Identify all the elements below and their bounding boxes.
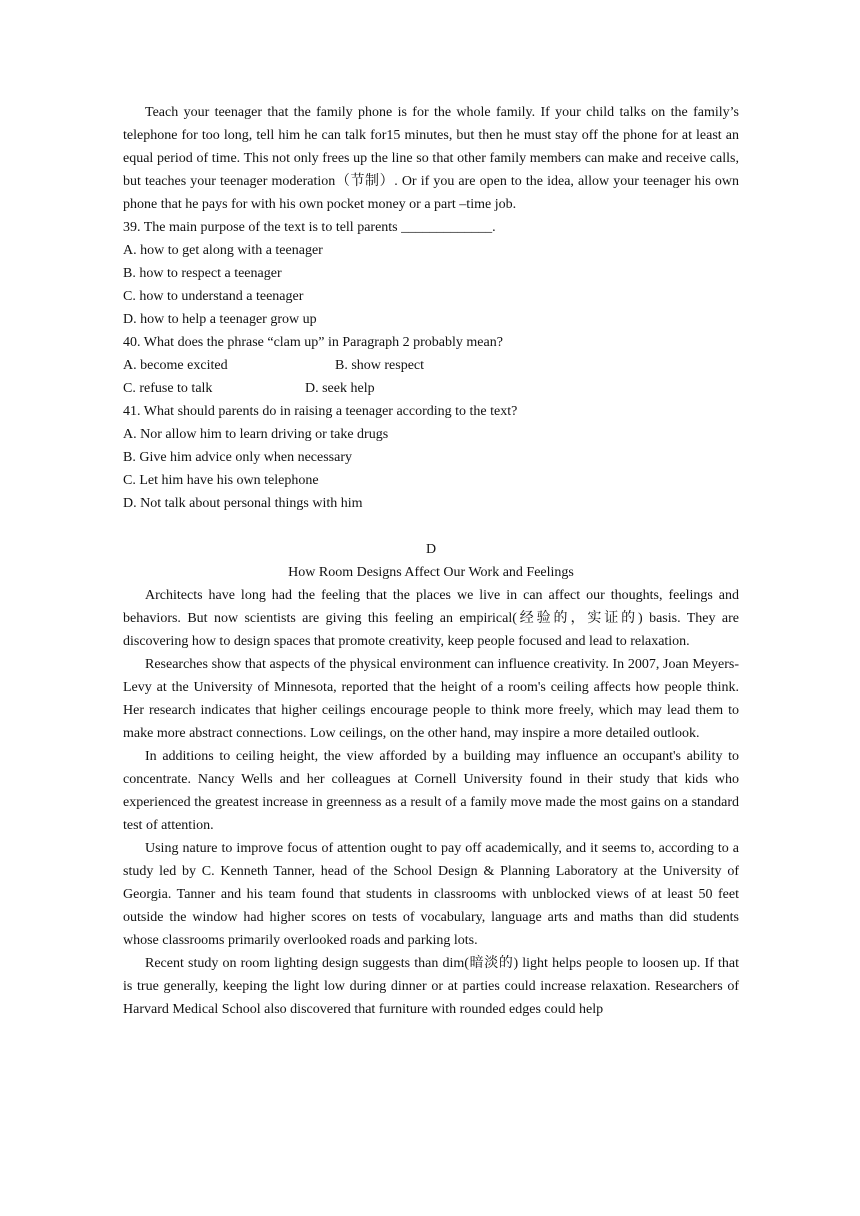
question-40-stem: 40. What does the phrase “clam up” in Paragraph 2 probably mean? xyxy=(123,335,503,350)
question-41-option-d: D. Not talk about personal things with him xyxy=(123,496,363,511)
question-41-option-b: B. Give him advice only when necessary xyxy=(123,450,352,465)
question-41-stem: 41. What should parents do in raising a teenager according to the text? xyxy=(123,404,518,419)
question-39-option-d: D. how to help a teenager grow up xyxy=(123,312,317,327)
passage-paragraph-3: In additions to ceiling height, the view afforded by a building may influence an occupant's ability to concentrate. Nancy Wells and her colleagues at Cornell University found in their study that kids who experienced the greatest increase in greenness as a result of a family move made the most gains on a standard test of attention. xyxy=(123,749,739,833)
section-spacer xyxy=(123,515,739,538)
question-40-options-row-2 xyxy=(123,377,739,400)
passage-paragraph-4: Using nature to improve focus of attention ought to pay off academically, and it seems to, according to a study led by C. Kenneth Tanner, head of the School Design & Planning Laboratory at the University of Georgia. Tanner and his team found that students in classrooms with unblocked views of at least 50 feet outside the window had higher scores on tests of vocabulary, language arts and maths than did students whose classrooms primarily overlooked roads and parking lots. xyxy=(123,841,739,948)
question-40-option-d: D. seek help xyxy=(305,381,375,396)
passage-title: How Room Designs Affect Our Work and Feelings xyxy=(288,565,574,580)
passage-paragraph-5: Recent study on room lighting design suggests than dim(暗淡的) light helps people to loosen up. If that is true generally, keeping the light low during dinner or at parties could increase relaxation. Researchers of Harvard Medical School also discovered that furniture with rounded edges could help xyxy=(123,956,739,1017)
question-40-option-b: B. show respect xyxy=(335,358,425,373)
document-content xyxy=(123,101,739,1021)
passage-paragraph-1: Architects have long had the feeling that the places we live in can affect our thoughts, feelings and behaviors. But now scientists are giving this feeling an empirical(经验的，实证的) basis. They are discovering how to design spaces that promote creativity, keep people focused and lead to relaxation. xyxy=(123,588,739,649)
question-40-option-a: A. become excited xyxy=(123,358,228,373)
question-39-option-a: A. how to get along with a teenager xyxy=(123,243,323,258)
question-41-option-c: C. Let him have his own telephone xyxy=(123,473,319,488)
passage-paragraph-2: Researches show that aspects of the physical environment can influence creativity. In 2007, Joan Meyers-Levy at the University of Minnesota, reported that the height of a room's ceiling affects how people think. Her research indicates that higher ceilings encourage people to think more freely, which may lead them to make more abstract connections. Low ceilings, on the other hand, may inspire a more detailed outlook. xyxy=(123,657,739,741)
question-41-option-a: A. Nor allow him to learn driving or take drugs xyxy=(123,427,389,442)
question-40-options-row-1 xyxy=(123,354,739,377)
question-39-option-b: B. how to respect a teenager xyxy=(123,266,282,281)
question-39-option-c: C. how to understand a teenager xyxy=(123,289,304,304)
question-40-option-c: C. refuse to talk xyxy=(123,381,213,396)
paragraph-phone-advice: Teach your teenager that the family phone is for the whole family. If your child talks on the family’s telephone for too long, tell him he can talk for15 minutes, but then he must stay off the phone for at least an equal period of time. This not only frees up the line so that other family members can make and receive calls, but teaches your teenager moderation（节制）. Or if you are open to the idea, allow your teenager his own phone that he pays for with his own pocket money or a part –time job. xyxy=(123,105,739,212)
question-39-stem: 39. The main purpose of the text is to tell parents _____________. xyxy=(123,220,496,235)
section-letter: D xyxy=(425,542,437,557)
